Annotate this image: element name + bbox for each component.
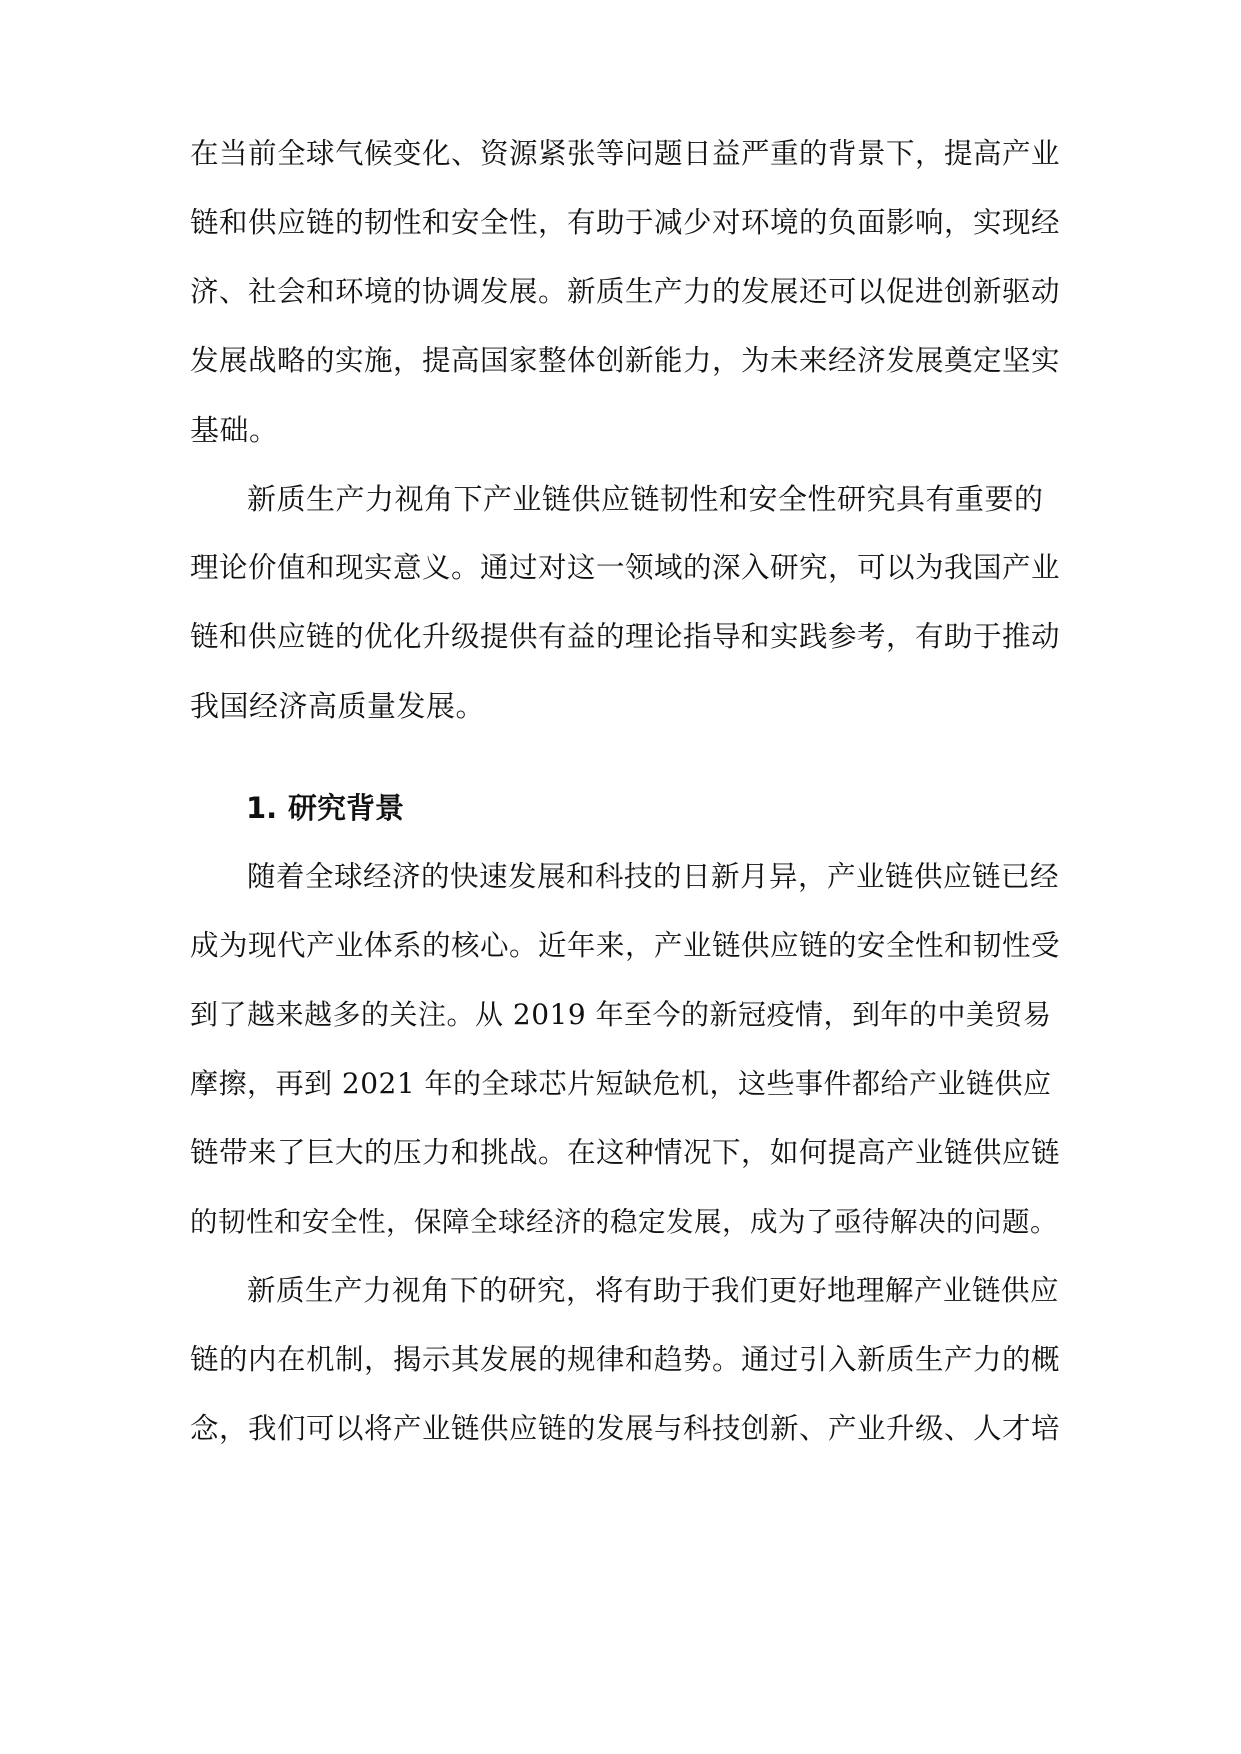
section-paragraph-2-line-1: 新质生产力视角下的研究，将有助于我们更好地理解产业链供应 <box>247 1274 1060 1307</box>
section-paragraph-2-line-2: 链的内在机制，揭示其发展的规律和趋势。通过引入新质生产力的概 <box>190 1343 1061 1376</box>
paragraph-2-line-3: 链和供应链的优化升级提供有益的理论指导和实践参考，有助于推动 <box>190 620 1061 653</box>
paragraph-1-line-4: 发展战略的实施，提高国家整体创新能力，为未来经济发展奠定坚实 <box>190 344 1061 377</box>
section-paragraph-1-line-3: 到了越来越多的关注。从 2019 年至今的新冠疫情，到年的中美贸易 <box>190 998 1052 1031</box>
section-paragraph-1-line-4: 摩擦，再到 2021 年的全球芯片短缺危机，这些事件都给产业链供应 <box>190 1067 1052 1100</box>
section-paragraph-1-line-2: 成为现代产业体系的核心。近年来，产业链供应链的安全性和韧性受 <box>190 929 1061 962</box>
paragraph-1-line-5: 基础。 <box>190 413 279 447</box>
section-paragraph-2-line-3: 念，我们可以将产业链供应链的发展与科技创新、产业升级、人才培 <box>190 1412 1061 1445</box>
paragraph-1-line-1: 在当前全球气候变化、资源紧张等问题日益严重的背景下，提高产业 <box>190 137 1061 170</box>
paragraph-2-line-1: 新质生产力视角下产业链供应链韧性和安全性研究具有重要的 <box>247 482 1044 516</box>
paragraph-2-line-2: 理论价值和现实意义。通过对这一领域的深入研究，可以为我国产业 <box>190 551 1061 584</box>
section-paragraph-1-line-6: 的韧性和安全性，保障全球经济的稳定发展，成为了亟待解决的问题。 <box>190 1206 1058 1238</box>
section-paragraph-1-line-5: 链带来了巨大的压力和挑战。在这种情况下，如何提高产业链供应链 <box>190 1136 1061 1169</box>
section-title: 研究背景 <box>288 791 405 825</box>
paragraph-2-line-4: 我国经济高质量发展。 <box>190 689 486 723</box>
section-number: 1. <box>246 791 278 825</box>
paragraph-1-line-2: 链和供应链的韧性和安全性，有助于减少对环境的负面影响，实现经 <box>190 206 1061 239</box>
paragraph-1-line-3: 济、社会和环境的协调发展。新质生产力的发展还可以促进创新驱动 <box>190 275 1061 308</box>
section-paragraph-1-line-1: 随着全球经济的快速发展和科技的日新月异，产业链供应链已经 <box>247 860 1060 893</box>
section-heading <box>246 788 404 828</box>
